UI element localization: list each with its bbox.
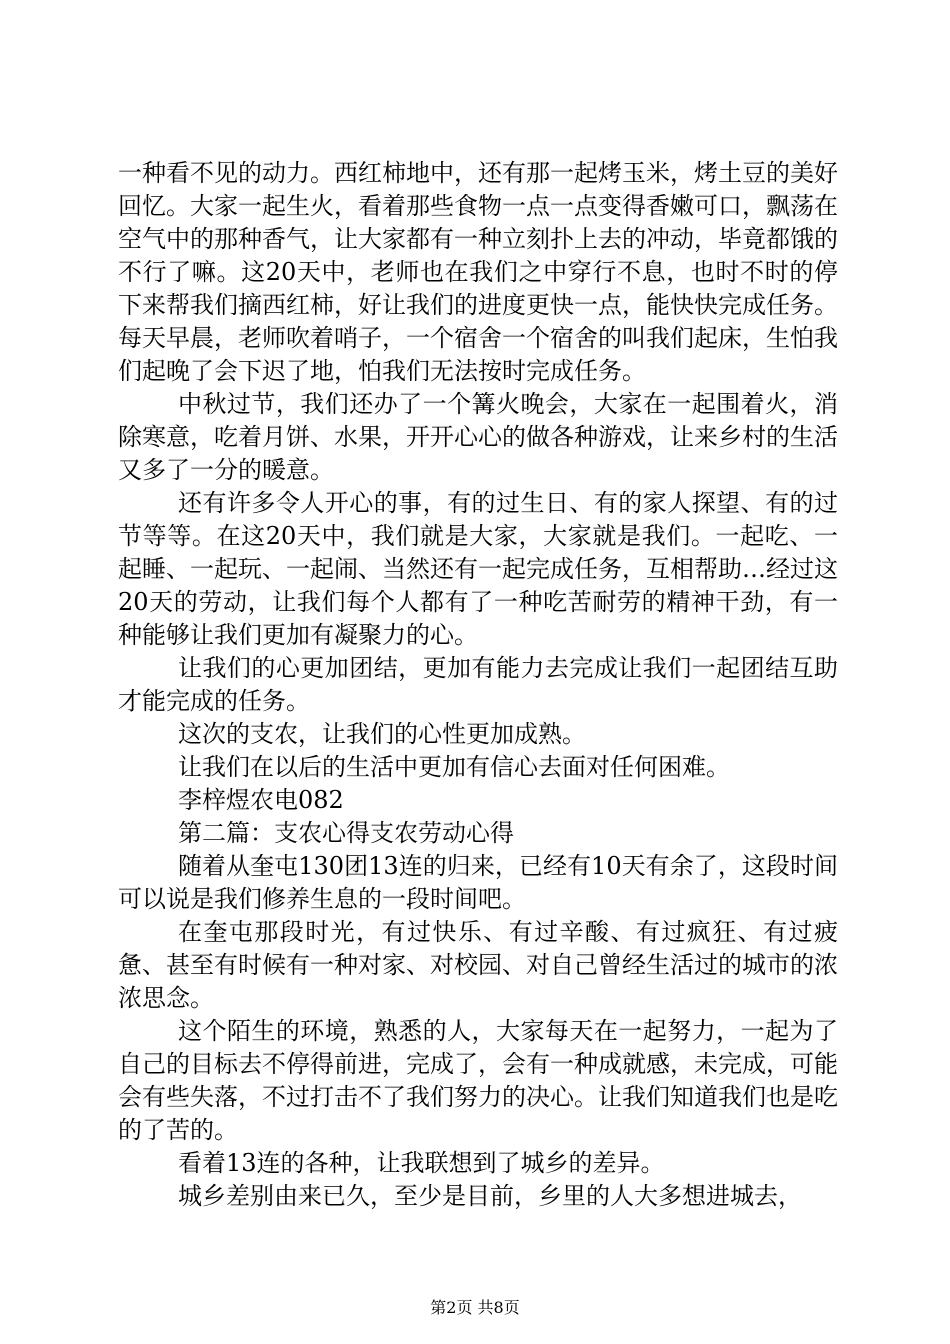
paragraph: 还有许多令人开心的事，有的过生日、有的家人探望、有的过节等等。在这20天中，我们就是大家，大家就是我们。一起吃、一起睡、一起玩、一起闹、当然还有一起完成任务，互相帮助…经过这20天的劳动，让我们每个人都有了一种吃苦耐劳的精神干劲，有一种能够让我们更加有凝聚力的心。 — [118, 489, 838, 649]
paragraph: 一种看不见的动力。西红柿地中，还有那一起烤玉米，烤土豆的美好回忆。大家一起生火，看着那些食物一点一点变得香嫩可口，飘荡在空气中的那种香气，让大家都有一种立刻扑上去的冲动，毕竟都饿的不行了嘛。这20天中，老师也在我们之中穿行不息，也时不时的停下来帮我们摘西红柿，好让我们的进度更快一点，能快快完成任务。每天早晨，老师吹着哨子，一个宿舍一个宿舍的叫我们起床，生怕我们起晚了会下迟了地，怕我们无法按时完成任务。 — [118, 159, 838, 385]
section-heading: 第二篇：支农心得支农劳动心得 — [178, 819, 514, 847]
paragraph: 让我们在以后的生活中更加有信心去面对任何困难。 — [178, 753, 730, 781]
paragraph: 在奎屯那段时光，有过快乐、有过辛酸、有过疯狂、有过疲惫、甚至有时候有一种对家、对校园、对自己曾经生活过的城市的浓浓思念。 — [118, 918, 838, 1012]
paragraph: 这个陌生的环境，熟悉的人，大家每天在一起努力，一起为了自己的目标去不停得前进，完成了，会有一种成就感，未完成，可能会有些失落，不过打击不了我们努力的决心。让我们知道我们也是吃的了苦的。 — [118, 1017, 838, 1144]
page-footer: 第2页 共8页 — [430, 1298, 520, 1317]
paragraph: 城乡差别由来已久，至少是目前，乡里的人大多想进城去， — [178, 1182, 802, 1210]
paragraph: 看着13连的各种，让我联想到了城乡的差异。 — [178, 1149, 665, 1177]
paragraph: 随着从奎屯130团13连的归来，已经有10天有余了，这段时间可以说是我们修养生息的一段时间吧。 — [118, 852, 838, 913]
paragraph: 让我们的心更加团结，更加有能力去完成让我们一起团结互助才能完成的任务。 — [118, 654, 838, 715]
author-line: 李梓煜农电082 — [178, 786, 344, 814]
paragraph: 中秋过节，我们还办了一个篝火晚会，大家在一起围着火，消除寒意，吃着月饼、水果，开开心心的做各种游戏，让来乡村的生活又多了一分的暖意。 — [118, 390, 838, 484]
paragraph: 这次的支农，让我们的心性更加成熟。 — [178, 720, 586, 748]
body-text — [118, 157, 838, 1213]
